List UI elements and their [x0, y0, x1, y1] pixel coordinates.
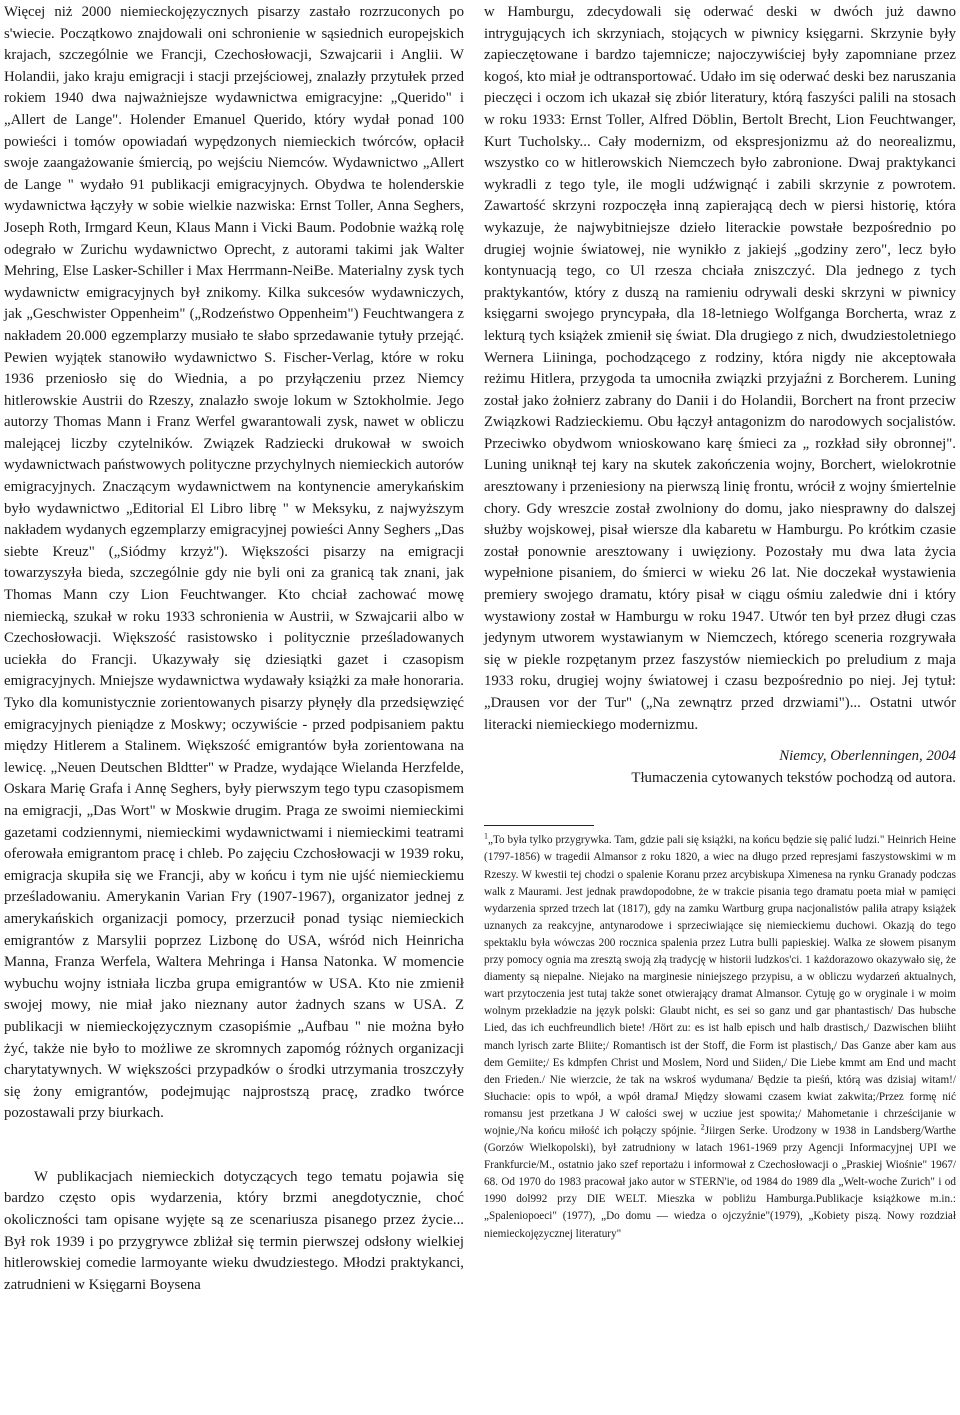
footnote-2-text: Jiirgen Serke. Urodzony w 1938 in Landsberg/Warthe (Gorzów Wielkopolski), był zatrudniony w latach 1961-1969 przy Agencji Informacyjnej UPI we Frankfurcie/M., ostatnio jako szef reportażu i informował z Czechosłowacji o „Praskiej Wiośnie" 1967/ 68. Od 1970 do 1983 pracował jako autor w STERN'ie, od 1984 do 1989 dla „Welt-woche Zurich" i od 1990 dol992 przy DIE WELT. Mieszka w pobliżu Hamburga.Publikacje książkowe m.in.: „Spaleniopoeci" (1977), „Do domu — wiedza o ojczyźnie"(1979), „Kobiety piszą. Nowy rozdział niemieckojęzycznej literatury" — [484, 1124, 957, 1240]
footnote-1-text: „To była tylko przygrywka. Tam, gdzie pali się książki, na końcu będzie się palić ludzi." Heinrich Heine (1797-1856) w tragedii Almansor z roku 1820, a wiec na długo przed represjami faszystowskimi w m Rzeszy. W kwestii tej chodzi o spalenie Koranu przez arcybiskupa Ximenesa na rynku Granady podczas walk z Maurami. Jest jednak prawdopodobne, że w trakcie pisania tego dramatu poeta miał w pamięci wydarzenia sprzed trzech lat (1817), gdy na zamku Wartburg grupa nacjonalistów paliła atrapy książek uznanych za reakcyjne, antynarodowe i sprzeciwiające się niemieckiemu duchowi. Okazją do tego spektaklu była wówczas 200 rocznica spalenia przez Lutra bulli papieskiej. Walka ze słowem pisanym przy pomocy ognia ma zresztą swoją złą tradycję w historii ludzkos'ci. 1 każdorazowo okazywało się, że diamenty są niepalne. Niejako na marginesie niniejszego przypisu, a w obliczu wydarzeń aktualnych, wart przytoczenia jest tutaj także sonet otwierający dramat Almansor. Cytuję go w oryginale i w moim wolnym przekładzie na język polski: Glaubt nicht, es sei so ganz und gar phantastisch/ Das hubsche Lied, das ich euchfreundlich biete! /Hört zu: es ist halb episch und halb drastisch,/ Dazwischen bliiht manch lyrisch zarte Bliite;/ Romantisch ist der Stoff, die Form ist plastisch,/ Das Ganze aber kam aus dem Gemiite;/ Es kdmpfen Christ und Moslem, Nord und Siiden,/ Die Liebe kmmt am End und macht den Frieden./ Nie wierzcie, że tak na wskroś wydumana/ Będzie ta pieśń, którą was dzisiaj witam!/ Słuchacie: opis to wpół, a wpół dramaJ Między słowami czasem kwiat zakwita;/Przez formę nić romansu jest przetkana J W całości swej w ucziue jest spowita;/ Mahometanie i chrześcijanie w wojnie,/Na końcu miłość ich połączy spójnie. — [484, 834, 956, 1137]
left-column — [4, 2, 464, 1311]
footnote-marker: 1 — [484, 831, 488, 841]
footnotes — [484, 832, 956, 1242]
body-paragraph: W publikacjach niemieckich dotyczących tego tematu pojawia się bardzo często opis wydarzenia, który brzmi anegdotycznie, choć okoliczności tam opisane wyjęte są ze scenariusza pisanego przez życie... Był rok 1939 i po przygrywce zbliżał się termin pierwszej odsłony wielkiej hitlerowskiej comedie larmoyante wieku dwudziestego. Młodzi praktykanci, zatrudnieni w Księgarni Boysena — [4, 1168, 464, 1293]
body-paragraph: w Hamburgu, zdecydowali się oderwać deski w dwóch już dawno intrygujących ich skrzyniach, stojących w piwnicy księgarni. Skrzynie były zapieczętowane i bardzo tajemnicze; najoczywiściej były zapomniane przez kogoś, kto miał je odtransportować. Udało im się oderwać deski bez naruszania pieczęci i oczom ich ukazał się zbiór literatury, którą faszyści palili na stosach w roku 1933: Ernst Toller, Alfred Döblin, Bertolt Brecht, Lion Feuchtwanger, Kurt Tucholsky... Cały modernizm, od ekspresjonizmu aż do neorealizmu, wszystko co w hitlerowskich Niemczech było zabronione. Dwaj praktykanci wykradli z tego tyle, ile mogli udźwignąć i zabili skrzynie z powrotem. Zawartość skrzyni rozpoczęła inną zapierającą dech w piersi historię, która wykazuje, że najwybitniejsze dzieło literackie powstałe bezpośrednio po drugiej wojnie światowej, nie wynikło z jakiejś „godziny zero", lecz było kontynuacją tego, co Ul rzesza chciała zniszczyć. Dla jednego z tych praktykantów, który z duszą na ramieniu odrywali deski skrzyni w piwnicy księgarni swojego pryncypała, dla 18-letniego Wolfganga Borcherta, wraz z lekturą tych książek zmienił się świat. Dla drugiego z nich, dwudziestoletniego Wernera Liininga, pochodzącego z rodziny, która nigdy nie akceptowała reżimu Hitlera, przygoda ta umocniła związki przyjaźni z Borcherem. Luning został jako żołnierz zabrany do Danii i do Holandii, Borchert na front przeciw Związkowi Radzieckiemu. Obu łączył antagonizm do narodowych socjalistów. Przeciwko obydwom wnioskowano karę śmieci za „ rozkład siły obronnej". Luning uniknął tej kary na skutek zakończenia wojny, Borchert, wielokrotnie aresztowany i przeniesiony na pierwszą linię frontu, wrócił z wojny śmiertelnie chory. Gdy wreszcie został zwolniony do domu, jako niesprawny do dalszej służby wojskowej, pisał wiersze dla kabaretu w Hamburgu. Po krótkim czasie został ponownie aresztowany i uwięziony. Pozostały mu dwa lata życia wypełnione pisaniem, do śmierci w wieku 26 lat. Nie doczekał wystawienia premiery swojego dramatu, który pisał w ciągu ośmiu zaledwie dni i który wystawiony został w Hamburgu w roku 1947. Utwór ten był przez długi czas jedynym utworem wystawianym w Niemczech, którego sceneria rozgrywała się w piekle rozpętanym przez faszystów niemieckich po preludium z maja 1933 roku, drugiej wojny światowej i czasu bezpośrednio po niej. Jej tytuł: „Drausen vor der Tur" („Na zewnątrz przed drzwiami")... Ostatni utwór literacki niemieckiego modernizmu. — [484, 4, 956, 733]
body-paragraph: Więcej niż 2000 niemieckojęzycznych pisarzy zastało rozrzuconych po s'wiecie. Początkowo znajdowali oni schronienie w sąsiednich europejskich krajach, szczególnie we Francji, Czechosłowacji, Szwajcarii i Anglii. W Holandii, jako kraju emigracji i stacji przejściowej, znalazły przytułek przed rokiem 1940 dwa najważniejsze wydawnictwa emigracyjne: „Querido" i „Allert de Lange". Holender Emanuel Querido, który wydał ponad 100 powieści i tomów opowiadań wypędzonych niemieckich twórców, opłacił swoje zaangażowanie śmiercią, po wejściu Niemców. Wydawnictwo „Allert de Lange " wydało 91 publikacji emigracyjnych. Obydwa te holenderskie wydawnictwa łączyły w sobie wielkie nazwiska: Ernst Toller, Anna Seghers, Joseph Roth, Irmgard Keun, Klaus Mann i Vicki Baum. Podobnie ważką rolę odegrało w Zurichu wydawnictwo Oprecht, z autorami takimi jak Walter Mehring, Else Lasker-Schiller i Max Herrmann-NeiBe. Materialny zysk tych wydawnictw emigracyjnych był znikomy. Kilka sukcesów wydawniczych, jak „Geschwister Oppenheim" („Rodzeństwo Oppenheim") Feuchtwangera z nakładem 20.000 egzemplarzy musiało te słabo sprzedawanie tytuły przejąć. Pewien wyjątek stanowiło wydawnictwo S. Fischer-Verlag, które w roku 1936 przeniosło się do Wiednia, a po przyłączeniu przez Niemcy hitlerowskie Austrii do Rzeszy, znalazło swoje lokum w Sztokholmie. Jego autorzy Thomas Mann i Franz Werfel gwarantowali zysk, nawet w obliczu malejącej liczby czytelników. Związek Radziecki drukował w swoich wydawnictwach państwowych polityczne przychylnych niemieckich autorów emigracyjnych. Znaczącym wydawnictwem na kontynencie amerykańskim było wydawnictwo „Editorial El Libro librę " w Meksyku, z najwyższym nakładem wydanych egzemplarzy emigracyjnej powieści Anny Seghers „Das siebte Kreuz" („Siódmy krzyż"). Większości pisarzy na emigracji towarzyszyła bieda, szczególnie gdy nie byli oni za granicą tak znani, jak Thomas Mann czy Lion Feuchtwanger. Kto chciał zachować mowę niemiecką, szukał w roku 1933 schronienia w Austrii, w Szwajcarii albo w Czechosłowacji. Większość rasistowsko i politycznie prześladowanych uciekła do Francji. Ukazywały się dziesiątki gazet i czasopism emigracyjnych. Mniejsze wydawnictwa wydawały książki za małe honoraria. Tyko dla komunistycznie zorientowanych pisarzy płynęły dla przedsięwzięć emigracyjnych pieniądze z Moskwy; oczywiście - przed podpisaniem paktu między Hitlerem a Stalinem. Większość emigrantów była zorientowana na lewicę. „Neuen Deutschen Bldtter" w Pradze, wydające Wielanda Herzfelde, Oskara Marię Grafa i Annę Seghers, były pierwszym tego typu czasopismem na emigracji, „Das Wort" w Moskwie drugim. Praga ze swoimi niemieckimi gazetami codziennymi, niemieckimi wydawnictwami i niemieckimi teatrami oferowała emigrantom pracę i chleb. Po zajęciu Czchosłowacji w 1939 roku, emigracja skupiła się we Francji, aby w końcu i tym nie ujść niemieckiemu prześladowaniu. Amerykanin Varian Fry (1907-1967), organizator jednej z amerykańskich organizacji pomocy, przerzucił ponad tysiąc niemieckich emigrantów z Marsylii poprzez Lizbonę do USA, wśród nich Heinricha Manna, Franza Werfela, Waltera Mehringa i Hansa Natonka. W momencie wybuchu wojny istniała liczba grupa emigrantów w USA. Kto nie zmienił swojej mowy, nie miał jako nieznany autor żadnych szans w USA. Z publikacji w niemieckojęzycznym czasopiśmie „Aufbau " nie można było żyć, także nie było to możliwe ze skromnych zapomóg różnych organizacji charytatywnych. W większości przypadków o środki utrzymania troszczyły się żony emigrantów, podejmując najprostszą pracę, zradko twórce pozostawali przy biurkach. — [4, 4, 464, 1122]
footnote-marker: 2 — [700, 1122, 705, 1132]
place-date-signature: Niemcy, Oberlenningen, 2004 — [779, 748, 956, 765]
translation-note: Tłumaczenia cytowanych tekstów pochodzą od autora. — [631, 769, 956, 786]
right-column — [484, 2, 956, 1243]
footnote-divider — [484, 825, 594, 826]
